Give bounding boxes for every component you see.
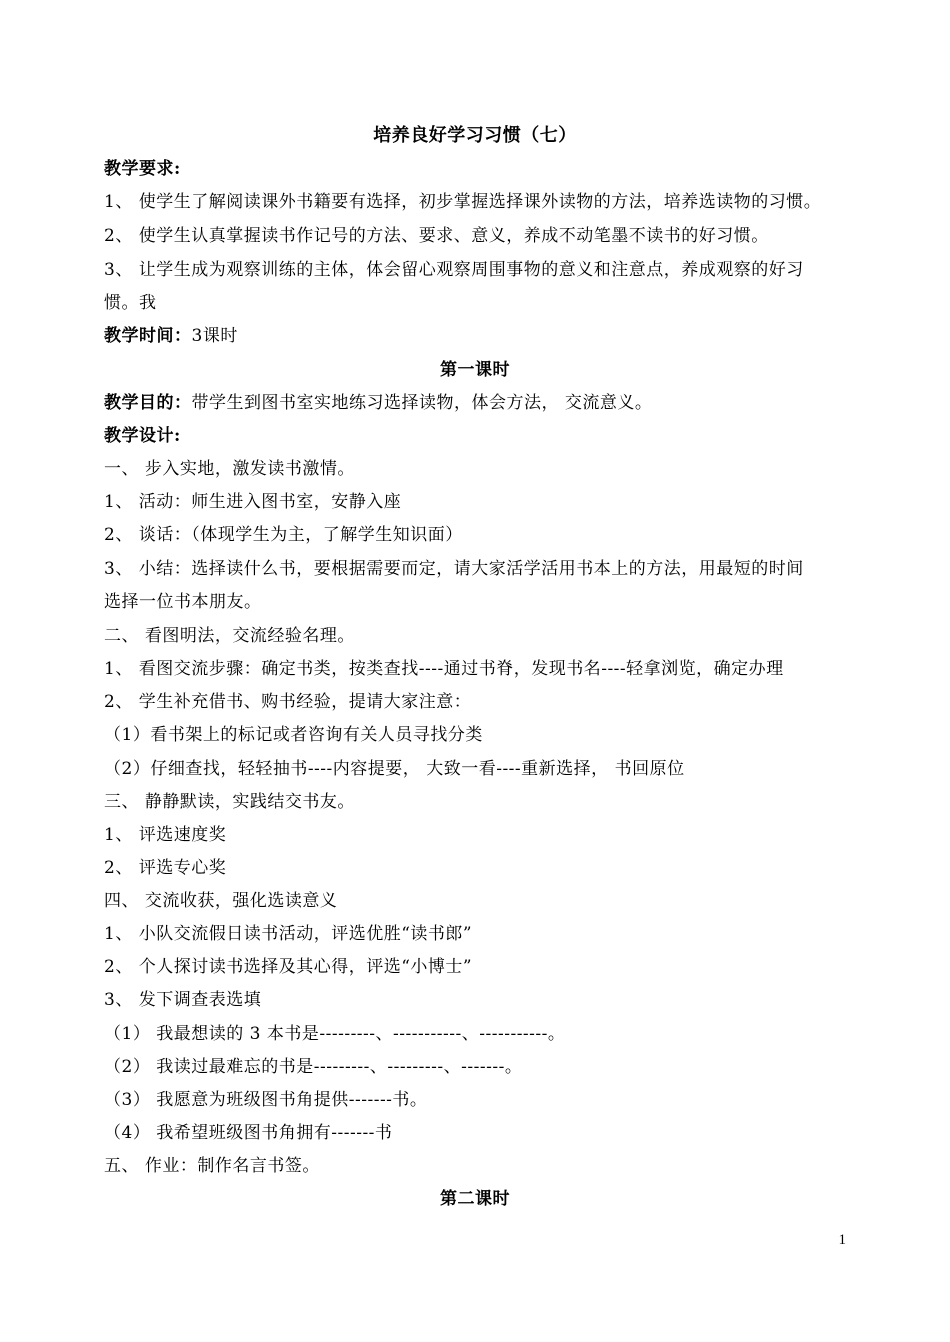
page-number: 1 bbox=[838, 1232, 846, 1248]
section-2-item-1: 1、 看图交流步骤：确定书类，按类查找----通过书脊，发现书名----轻拿浏览，确定办理 bbox=[104, 659, 784, 679]
section-1-item-2: 2、 谈话：（体现学生为主，了解学生知识面） bbox=[104, 525, 463, 545]
section-4-item-2: 2、 个人探讨读书选择及其心得，评选“小博士” bbox=[104, 957, 473, 977]
section-3: 三、 静静默读，实践结交书友。 bbox=[104, 792, 355, 812]
document-title: 培养良好学习习惯（七） bbox=[373, 125, 577, 146]
design-heading: 教学设计: bbox=[104, 426, 181, 446]
section-2-subitem-2: （2）仔细查找，轻轻抽书----内容提要， 大致一看----重新选择， 书回原位 bbox=[104, 759, 685, 779]
survey-item-4: （4） 我希望班级图书角拥有-------书 bbox=[104, 1123, 393, 1143]
section-1-item-3-continued: 选择一位书本朋友。 bbox=[104, 592, 262, 612]
section-4-item-3: 3、 发下调查表选填 bbox=[104, 990, 262, 1010]
lesson-2-heading: 第二课时 bbox=[440, 1189, 510, 1209]
section-2-subitem-1: （1）看书架上的标记或者咨询有关人员寻找分类 bbox=[104, 725, 483, 745]
section-3-item-2: 2、 评选专心奖 bbox=[104, 858, 227, 878]
survey-item-1: （1） 我最想读的 3 本书是---------、-----------、-----------。 bbox=[104, 1024, 566, 1044]
teaching-time-value: 3课时 bbox=[191, 326, 238, 346]
requirement-3-continued: 惯。我 bbox=[104, 293, 157, 313]
teaching-goal-label: 教学目的： bbox=[104, 393, 192, 413]
section-1-item-1: 1、 活动：师生进入图书室，安静入座 bbox=[104, 492, 402, 512]
teaching-time bbox=[104, 324, 864, 348]
section-2: 二、 看图明法，交流经验名理。 bbox=[104, 626, 355, 646]
survey-item-3: （3） 我愿意为班级图书角提供-------书。 bbox=[104, 1090, 428, 1110]
section-1-item-3: 3、 小结：选择读什么书，要根据需要而定，请大家活学活用书本上的方法，用最短的时间 bbox=[104, 559, 804, 579]
section-4: 四、 交流收获，强化选读意义 bbox=[104, 891, 338, 911]
section-1: 一、 步入实地，激发读书激情。 bbox=[104, 459, 355, 479]
section-4-item-1: 1、 小队交流假日读书活动，评选优胜“读书郎” bbox=[104, 924, 473, 944]
requirements-heading: 教学要求: bbox=[104, 159, 181, 179]
section-5: 五、 作业：制作名言书签。 bbox=[104, 1156, 320, 1176]
teaching-time-label: 教学时间： bbox=[104, 326, 192, 346]
section-3-item-1: 1、 评选速度奖 bbox=[104, 825, 227, 845]
requirement-3: 3、 让学生成为观察训练的主体，体会留心观察周围事物的意义和注意点，养成观察的好习 bbox=[104, 260, 804, 280]
section-2-item-2: 2、 学生补充借书、购书经验，提请大家注意： bbox=[104, 692, 472, 712]
teaching-goal-value: 带学生到图书室实地练习选择读物，体会方法， 交流意义。 bbox=[191, 393, 653, 413]
lesson-1-heading: 第一课时 bbox=[440, 360, 510, 380]
requirement-2: 2、 使学生认真掌握读书作记号的方法、要求、意义，养成不动笔墨不读书的好习惯。 bbox=[104, 226, 769, 246]
survey-item-2: （2） 我读过最难忘的书是---------、---------、-------。 bbox=[104, 1057, 523, 1077]
requirement-1: 1、 使学生了解阅读课外书籍要有选择，初步掌握选择课外读物的方法，培养选读物的习惯。 bbox=[104, 192, 822, 212]
teaching-goal bbox=[104, 391, 864, 415]
